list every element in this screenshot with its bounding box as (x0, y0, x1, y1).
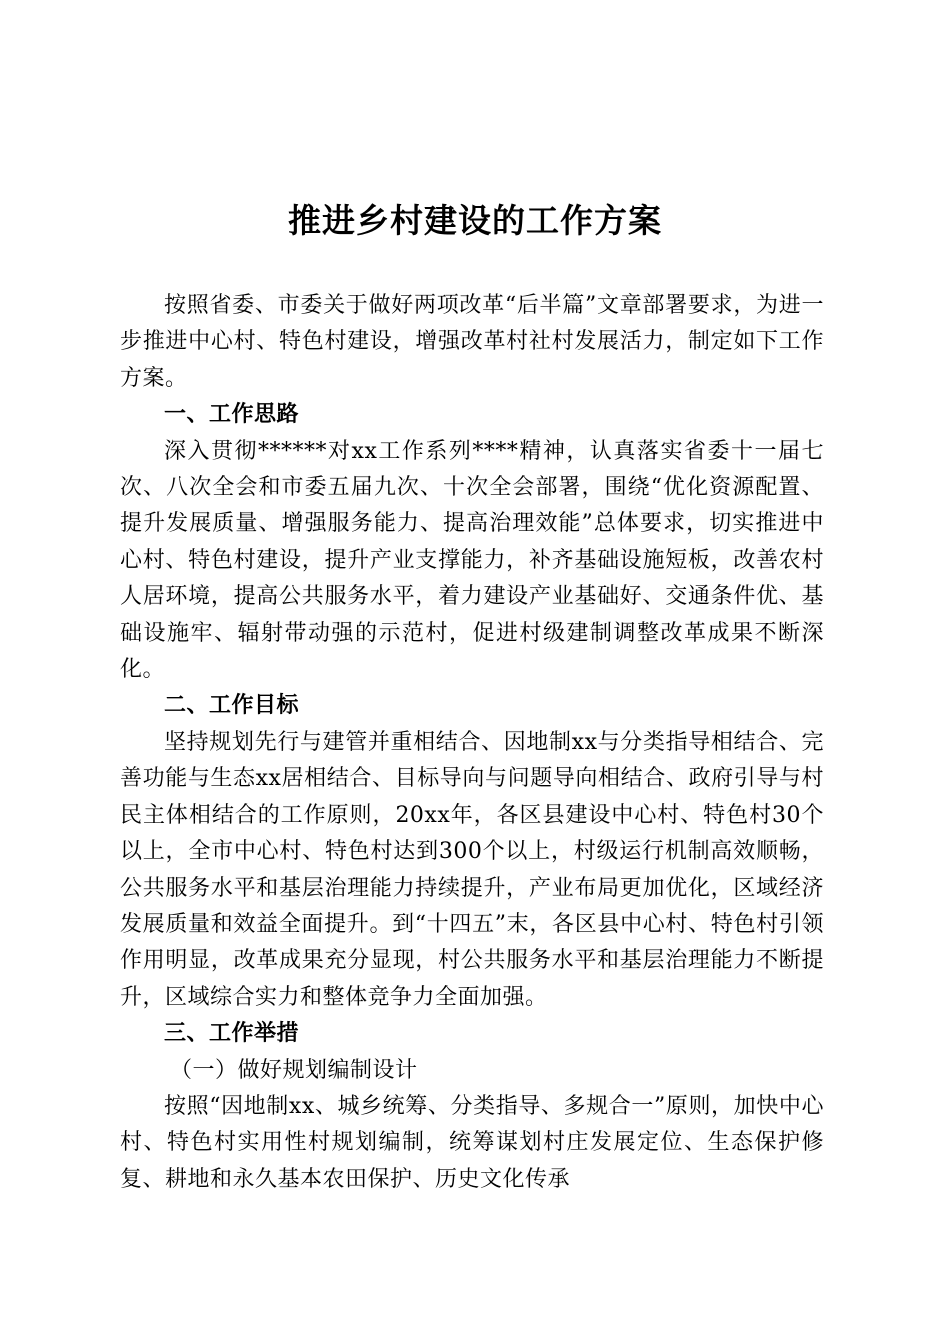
intro-paragraph: 按照省委、市委关于做好两项改革“后半篇”文章部署要求，为进一步推进中心村、特色村建设，增强改革村社村发展活力，制定如下工作方案。 (120, 293, 824, 391)
document-title: 推进乡村建设的工作方案 (288, 201, 662, 240)
section-heading-3: 三、工作举措 (164, 1021, 300, 1047)
section-paragraph-2: 坚持规划先行与建管并重相结合、因地制xx与分类指导相结合、完善功能与生态xx居相结合、目标导向与问题导向相结合、政府引导与村民主体相结合的工作原则，20xx年，各区县建设中心村、特色村30个以上，全市中心村、特色村达到300个以上，村级运行机制高效顺畅，公共服务水平和基层治理能力持续提升，产业布局更加优化，区域经济发展质量和效益全面提升。到“十四五”末，各区县中心村、特色村引领作用明显，改革成果充分显现，村公共服务水平和基层治理能力不断提升，区域综合实力和整体竞争力全面加强。 (120, 729, 824, 1010)
section-heading-2: 二、工作目标 (164, 693, 300, 719)
subsection-paragraph-1: 按照“因地制xx、城乡统筹、分类指导、多规合一”原则，加快中心村、特色村实用性村规划编制，统筹谋划村庄发展定位、生态保护修复、耕地和永久基本农田保护、历史文化传承 (120, 1093, 824, 1192)
section-paragraph-1: 深入贯彻******对xx工作系列****精神，认真落实省委十一届七次、八次全会和市委五届九次、十次全会部署，围绕“优化资源配置、提升发展质量、增强服务能力、提高治理效能”总体要求，切实推进中心村、特色村建设，提升产业支撑能力，补齐基础设施短板，改善农村人居环境，提高公共服务水平，着力建设产业基础好、交通条件优、基础设施牢、辐射带动强的示范村，促进村级建制调整改革成果不断深化。 (120, 438, 824, 683)
subsection-heading-1: （一）做好规划编制设计 (170, 1057, 418, 1083)
document-body (120, 288, 824, 1198)
section-heading-1: 一、工作思路 (164, 402, 300, 428)
